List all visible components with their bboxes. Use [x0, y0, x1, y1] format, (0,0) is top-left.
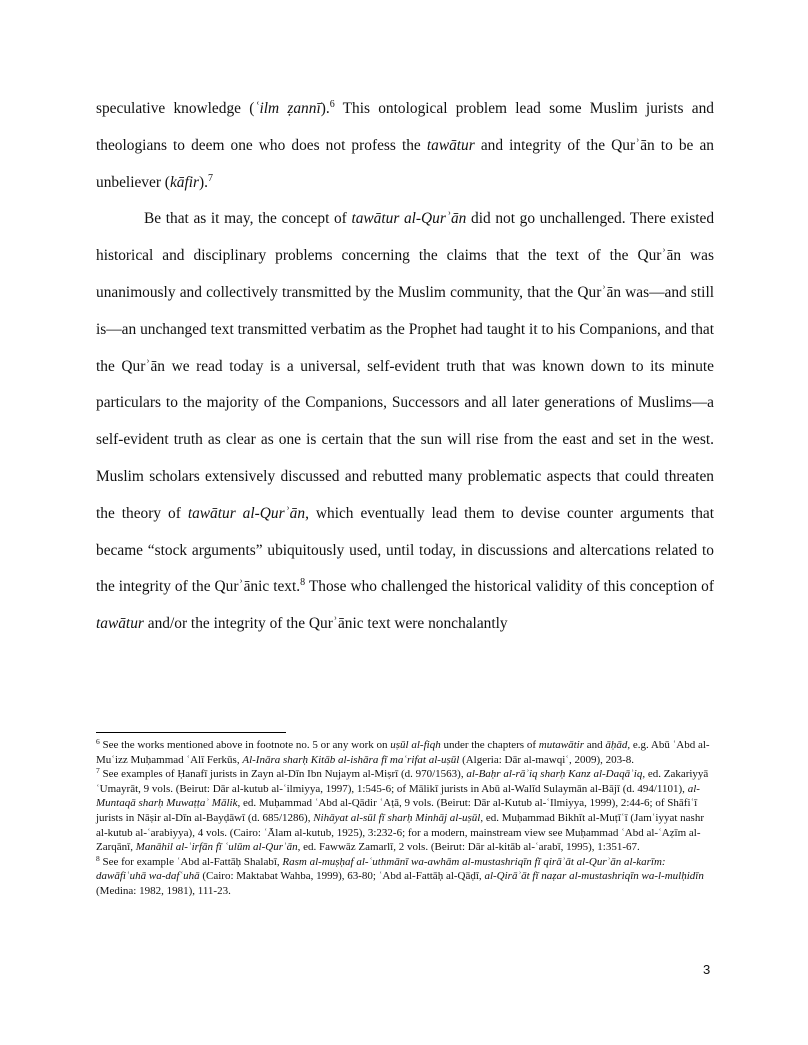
footnote-number: 7 [96, 766, 100, 776]
text-run: , ed. Fawwāz Zamarlī, 2 vols. (Beirut: Dār al-kitāb al-ʿarabī, 1995), 1:351-67. [297, 841, 640, 854]
italic-title: Manāhil al-ʿirfān fī ʿulūm al-Qurʾān [135, 841, 298, 854]
text-run: and [583, 739, 606, 751]
text-run: ). [320, 100, 330, 117]
footnote-7 [96, 767, 714, 855]
text-run: Be that as it may, the concept of [144, 210, 352, 228]
text-run: and integrity of the Qurʾān to be an unbeliever ( [96, 136, 714, 191]
text-run: See for example ʿAbd al-Fattāḥ Shalabī, [99, 855, 283, 868]
text-run: , which eventually lead them to devise counter arguments that became “stock arguments” ubiquitously used, until today, in discussions and altercations related to the integrity of the Qurʾānic text. [96, 504, 714, 596]
footnote-ref-7[interactable]: 7 [208, 172, 213, 184]
text-run: , ed. Muḥammad Bikhīt al-Muṭīʿī (Jamʿiyyat nashr al-kutub al-ʿarabiyya), 4 vols. (Cairo: ʿĀlam al-kutub, 1925), 3:232-6; for a modern, mainstream view see Muḥammad ʿAbd al-ʿAẓīm al-Zarqānī, [96, 811, 705, 854]
italic-term: tawātur [426, 136, 475, 154]
footnotes [96, 738, 714, 899]
text-run: speculative knowledge ( [96, 100, 255, 117]
text-run: See examples of Ḥanafī jurists in Zayn al-Dīn Ibn Nujaym al-Miṣrī (d. 970/1563), [99, 768, 467, 781]
footnote-separator [96, 732, 286, 733]
italic-title: Al-Ināra sharḥ Kitāb al-ishāra fī maʿrifat al-uṣūl [242, 753, 460, 766]
italic-term: kāfir [169, 173, 200, 191]
paragraph-1 [96, 91, 714, 201]
text-run: See the works mentioned above in footnote no. 5 or any work on [99, 739, 391, 751]
italic-title: al-Qirāʾāt fī naẓar al-mustashriqīn wa-l-mulḥidīn [484, 870, 704, 883]
text-run: (Algeria: Dār al-mawqiʿ, 2009), 203-8. [459, 753, 635, 766]
text-run: Those who challenged the historical validity of this conception of [305, 578, 715, 596]
footnote-8 [96, 855, 714, 899]
text-run: , ed. Zakariyyā ʿUmayrāt, 9 vols. (Beirut: Dār al-kutub al-ʿilmiyya, 1997), 1:545-6; of Mālikī jurists in Abū al-Walīd Sulaymān al-Bājī (d. 494/1101), [96, 768, 709, 795]
text-run: , ed. Muḥammad ʿAbd al-Qādir ʿAṭā, 9 vols. (Beirut: Dār al-Kutub al-ʿIlmiyya, 1999), 2:44-6; of Shāfiʿī jurists in Nāṣir al-Dīn al-Bayḍāwī (d. 685/1286), [96, 797, 698, 824]
italic-term: āḥād [605, 739, 628, 751]
italic-term: tawātur [96, 615, 144, 633]
italic-title: Rasm al-muṣḥaf al-ʿuthmānī wa-awhām al-mustashriqīn fī qirāʾāt al-Qurʾān al-karīm: dawāfiʿuhā wa-dafʿuhā [96, 855, 666, 883]
text-run: under the chapters of [440, 739, 539, 751]
text-run: (Medina: 1982, 1981), 111-23. [96, 884, 231, 897]
text-run: and/or the integrity of the Qurʾānic text were nonchalantly [143, 615, 508, 633]
italic-term: ʿilm ẓannī [254, 100, 321, 117]
italic-title: Nihāyat al-sūl fī sharḥ Minhāj al-uṣūl [313, 811, 481, 824]
text-run: did not go unchallenged. There existed historical and disciplinary problems concerning the claims that the text of the Qurʾān was unanimously and collectively transmitted by the Muslim community, that the Qurʾān was—and still is—an unchanged text transmitted verbatim as the Prophet had taught it to his Companions, and that the Qurʾān we read today is a universal, self-evident truth that was known down to its minute particulars to the majority of the Companions, Successors and all later generations of Muslims—a self-evident truth as clear as one is certain that the sun will rise from the east and set in the west. Muslim scholars extensively discussed and rebutted many problematic aspects that could threaten the theory of [96, 210, 715, 522]
italic-term: tawātur al-Qurʾān [351, 210, 467, 228]
page-number: 3 [703, 962, 711, 977]
footnote-number: 6 [96, 737, 100, 746]
italic-term: tawātur al-Qurʾān [187, 504, 306, 522]
footnote-number: 8 [96, 853, 100, 863]
footnote-6 [96, 738, 714, 767]
paragraph-2 [96, 201, 714, 643]
italic-term: mutawātir [538, 739, 584, 751]
italic-title: al-Baḥr al-rāʾiq sharḥ Kanz al-Daqāʾiq [466, 768, 643, 781]
italic-term: uṣūl al-fiqh [390, 739, 441, 751]
text-run: , e.g. Abū ʿAbd al-Muʿizz Muḥammad ʿAlī Ferkūs, [96, 739, 710, 766]
text-run: This ontological problem lead some Muslim jurists and theologians to deem one who does not profess the [96, 100, 714, 154]
text-run: ). [199, 173, 208, 191]
text-run: (Cairo: Maktabat Wahba, 1999), 63-80; ʿAbd al-Fattāḥ al-Qāḍī, [199, 870, 485, 883]
italic-title: al-Muntaqā sharḥ Muwaṭṭaʾ Mālik [96, 782, 700, 810]
footnote-ref-6[interactable]: 6 [329, 99, 335, 110]
footnote-ref-8[interactable]: 8 [300, 577, 306, 589]
body-text [96, 91, 714, 643]
